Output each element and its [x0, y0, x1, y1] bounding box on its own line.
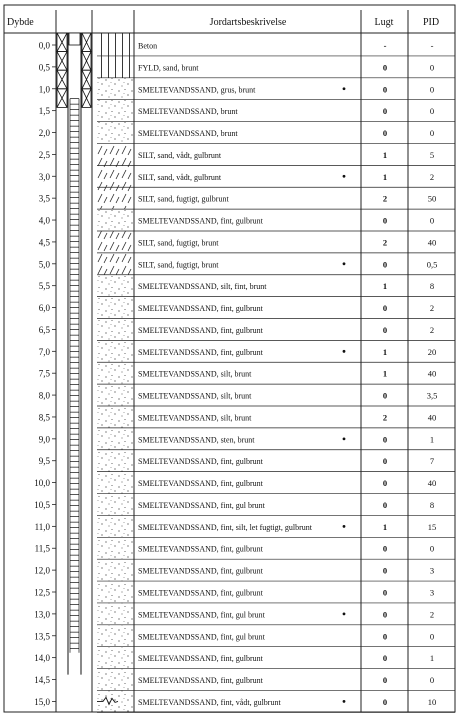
depth-label: 7,0 — [38, 346, 50, 357]
soil-description: SMELTEVANDSSAND, grus, brunt — [138, 85, 256, 95]
lithology-dots-pattern — [97, 100, 134, 122]
pid-value: 1 — [429, 434, 435, 445]
pid-value: 8 — [429, 281, 435, 292]
lithology-slash-pattern — [97, 253, 134, 275]
header-pid: PID — [422, 17, 440, 28]
depth-label: 5,5 — [38, 281, 50, 292]
lithology-dots-pattern — [97, 603, 134, 625]
depth-label: 1,0 — [38, 84, 50, 95]
pid-value: 40 — [427, 412, 437, 423]
pid-value: 40 — [427, 237, 437, 248]
soil-description: SMELTEVANDSSAND, fint, gulbrunt — [138, 588, 263, 598]
pid-value: 0 — [429, 675, 435, 686]
sample-marker-icon — [343, 525, 346, 528]
depth-label: 14,0 — [34, 653, 50, 664]
odor-value: 0 — [382, 609, 388, 620]
depth-label: 14,5 — [34, 675, 50, 686]
depth-label: 6,0 — [38, 303, 50, 314]
odor-value: 0 — [382, 543, 388, 554]
pid-value: 15 — [427, 521, 437, 532]
ladder-icon — [70, 99, 79, 653]
odor-value: 0 — [382, 478, 388, 489]
depth-label: 11,5 — [34, 543, 50, 554]
lithology-dots-pattern — [97, 340, 134, 362]
odor-value: 1 — [382, 171, 388, 182]
pid-value: 10 — [427, 696, 437, 707]
odor-value: 0 — [382, 303, 388, 314]
lithology-slash-pattern — [97, 165, 134, 187]
odor-value: 0 — [382, 565, 388, 576]
pid-value: 3,5 — [426, 390, 438, 401]
odor-value: 0 — [382, 84, 388, 95]
odor-value: - — [383, 40, 387, 51]
depth-label: 10,5 — [34, 499, 50, 510]
depth-label: 2,0 — [38, 128, 50, 139]
pid-value: 40 — [427, 368, 437, 379]
lithology-dots-pattern — [97, 647, 134, 669]
odor-value: 0 — [382, 631, 388, 642]
soil-description: Beton — [138, 41, 158, 51]
depth-label: 13,5 — [34, 631, 50, 642]
depth-label: 9,0 — [38, 434, 50, 445]
lithology-dots-pattern — [97, 669, 134, 691]
pid-value: 0 — [429, 128, 435, 139]
soil-description: SILT, sand, vådt, gulbrunt — [138, 172, 222, 182]
sample-marker-icon — [343, 262, 346, 265]
lithology-dots-pattern — [97, 297, 134, 319]
pid-value: - — [430, 40, 434, 51]
soil-description: SMELTEVANDSSAND, silt, brunt — [138, 413, 252, 423]
odor-value: 0 — [382, 259, 388, 270]
pid-value: 2 — [429, 303, 435, 314]
depth-label: 1,5 — [38, 106, 50, 117]
odor-value: 0 — [382, 128, 388, 139]
x-box-icon — [57, 89, 67, 108]
pid-value: 2 — [429, 324, 435, 335]
soil-description: SMELTEVANDSSAND, fint, gulbrunt — [138, 544, 263, 554]
soil-description: SMELTEVANDSSAND, fint, gulbrunt — [138, 216, 263, 226]
sample-marker-icon — [343, 437, 346, 440]
soil-description: SILT, sand, fugtigt, gulbrunt — [138, 194, 229, 204]
lithology-dots-pattern — [97, 559, 134, 581]
x-box-icon — [57, 33, 67, 52]
x-box-icon — [82, 33, 91, 52]
odor-value: 0 — [382, 696, 388, 707]
lithology-dots-pattern — [97, 406, 134, 428]
pid-value: 7 — [429, 456, 435, 467]
depth-label: 5,0 — [38, 259, 50, 270]
depth-label: 0,0 — [38, 40, 50, 51]
soil-description: SMELTEVANDSSAND, fint, gulbrunt — [138, 566, 263, 576]
odor-value: 0 — [382, 499, 388, 510]
lithology-slash-pattern — [97, 143, 134, 165]
sample-marker-icon — [343, 612, 346, 615]
odor-value: 2 — [382, 412, 388, 423]
soil-description: SMELTEVANDSSAND, fint, gulbrunt — [138, 676, 263, 686]
soil-description: SMELTEVANDSSAND, fint, gulbrunt — [138, 457, 263, 467]
soil-description: SMELTEVANDSSAND, fint, gulbrunt — [138, 347, 263, 357]
odor-value: 2 — [382, 193, 388, 204]
depth-label: 12,0 — [34, 565, 50, 576]
pid-value: 0 — [429, 84, 435, 95]
odor-value: 2 — [382, 237, 388, 248]
lithology-dots-pattern — [97, 450, 134, 472]
depth-label: 4,0 — [38, 215, 50, 226]
pid-value: 0 — [429, 106, 435, 117]
depth-label: 4,5 — [38, 237, 50, 248]
pid-value: 5 — [429, 149, 435, 160]
lithology-dots-pattern — [97, 625, 134, 647]
x-box-icon — [82, 89, 91, 108]
odor-value: 0 — [382, 106, 388, 117]
lithology-vlines-pattern — [97, 33, 134, 56]
depth-label: 7,5 — [38, 368, 50, 379]
pid-value: 40 — [427, 478, 437, 489]
sample-marker-icon — [343, 700, 346, 703]
lithology-dots-pattern — [97, 78, 134, 100]
odor-value: 1 — [382, 149, 388, 160]
lithology-dots-pattern — [97, 384, 134, 406]
pid-value: 8 — [429, 499, 435, 510]
sample-marker-icon — [343, 350, 346, 353]
x-box-icon — [82, 52, 91, 71]
soil-description: FYLD, sand, brunt — [138, 63, 199, 73]
well-cap — [69, 33, 80, 45]
pid-value: 0 — [429, 62, 435, 73]
depth-label: 0,5 — [38, 62, 50, 73]
soil-description: SILT, sand, vådt, gulbrunt — [138, 150, 222, 160]
odor-value: 1 — [382, 368, 388, 379]
pid-value: 20 — [427, 346, 437, 357]
depth-label: 12,5 — [34, 587, 50, 598]
odor-value: 1 — [382, 521, 388, 532]
depth-label: 6,5 — [38, 324, 50, 335]
lithology-slash-pattern — [97, 187, 134, 209]
depth-label: 8,5 — [38, 412, 50, 423]
x-box-icon — [82, 70, 91, 89]
depth-label: 10,0 — [34, 478, 50, 489]
odor-value: 0 — [382, 62, 388, 73]
odor-value: 0 — [382, 653, 388, 664]
soil-description: SMELTEVANDSSAND, fint, gulbrunt — [138, 304, 263, 314]
pid-value: 1 — [429, 653, 435, 664]
soil-description: SMELTEVANDSSAND, fint, gul brunt — [138, 632, 265, 642]
odor-value: 0 — [382, 434, 388, 445]
odor-value: 0 — [382, 587, 388, 598]
odor-value: 1 — [382, 281, 388, 292]
header-odor: Lugt — [374, 17, 394, 28]
soil-description: SMELTEVANDSSAND, brunt — [138, 129, 238, 139]
lithology-dots-pattern — [97, 581, 134, 603]
header-description: Jordartsbeskrivelse — [209, 17, 287, 28]
odor-value: 0 — [382, 390, 388, 401]
log-rows — [34, 33, 455, 712]
soil-description: SMELTEVANDSSAND, fint, silt, let fugtigt, gulbrunt — [138, 522, 313, 532]
lithology-dots-pattern — [97, 362, 134, 384]
pid-value: 50 — [427, 193, 437, 204]
sample-marker-icon — [343, 87, 346, 90]
depth-label: 2,5 — [38, 149, 50, 160]
pid-value: 2 — [429, 609, 435, 620]
lithology-dots-pattern — [97, 275, 134, 297]
header-depth: Dybde — [7, 17, 34, 28]
depth-label: 15,0 — [34, 696, 50, 707]
pid-value: 0 — [429, 631, 435, 642]
lithology-dots-pattern — [97, 428, 134, 450]
x-box-icon — [57, 52, 67, 71]
soil-description: SMELTEVANDSSAND, silt, fint, brunt — [138, 282, 267, 292]
odor-value: 0 — [382, 215, 388, 226]
odor-value: 0 — [382, 324, 388, 335]
depth-label: 9,5 — [38, 456, 50, 467]
pid-value: 0,5 — [426, 259, 438, 270]
odor-value: 1 — [382, 346, 388, 357]
soil-description: SMELTEVANDSSAND, fint, gulbrunt — [138, 654, 263, 664]
sample-marker-icon — [343, 175, 346, 178]
lithology-dots-pattern — [97, 209, 134, 231]
soil-description: SMELTEVANDSSAND, sten, brunt — [138, 435, 255, 445]
soil-description: SMELTEVANDSSAND, fint, gul brunt — [138, 500, 265, 510]
soil-description: SMELTEVANDSSAND, brunt — [138, 107, 238, 117]
soil-description: SMELTEVANDSSAND, fint, gulbrunt — [138, 325, 263, 335]
pid-value: 3 — [429, 587, 435, 598]
lithology-dots-pattern — [97, 472, 134, 494]
x-box-icon — [57, 70, 67, 89]
soil-description: SMELTEVANDSSAND, silt, brunt — [138, 369, 252, 379]
pid-value: 0 — [429, 543, 435, 554]
soil-description: SMELTEVANDSSAND, fint, gul brunt — [138, 610, 265, 620]
lithology-dots-pattern — [97, 537, 134, 559]
depth-label: 3,0 — [38, 171, 50, 182]
lithology-dots-pattern — [97, 319, 134, 341]
lithology-dots-pattern — [97, 494, 134, 516]
odor-value: 0 — [382, 675, 388, 686]
pid-value: 3 — [429, 565, 435, 576]
depth-label: 13,0 — [34, 609, 50, 620]
soil-description: SMELTEVANDSSAND, fint, vådt, gulbrunt — [138, 697, 281, 707]
soil-description: SILT, sand, fugtigt, brunt — [138, 238, 219, 248]
odor-value: 0 — [382, 456, 388, 467]
pid-value: 0 — [429, 215, 435, 226]
lithology-dots-pattern — [97, 122, 134, 144]
depth-label: 11,0 — [34, 521, 50, 532]
pid-value: 2 — [429, 171, 435, 182]
lithology-slash-pattern — [97, 231, 134, 253]
depth-label: 8,0 — [38, 390, 50, 401]
soil-description: SMELTEVANDSSAND, silt, brunt — [138, 391, 252, 401]
lithology-vlines-pattern — [97, 56, 134, 78]
depth-label: 3,5 — [38, 193, 50, 204]
lithology-dots-pattern — [97, 515, 134, 537]
soil-description: SMELTEVANDSSAND, fint, gulbrunt — [138, 479, 263, 489]
soil-description: SILT, sand, fugtigt, brunt — [138, 260, 219, 270]
